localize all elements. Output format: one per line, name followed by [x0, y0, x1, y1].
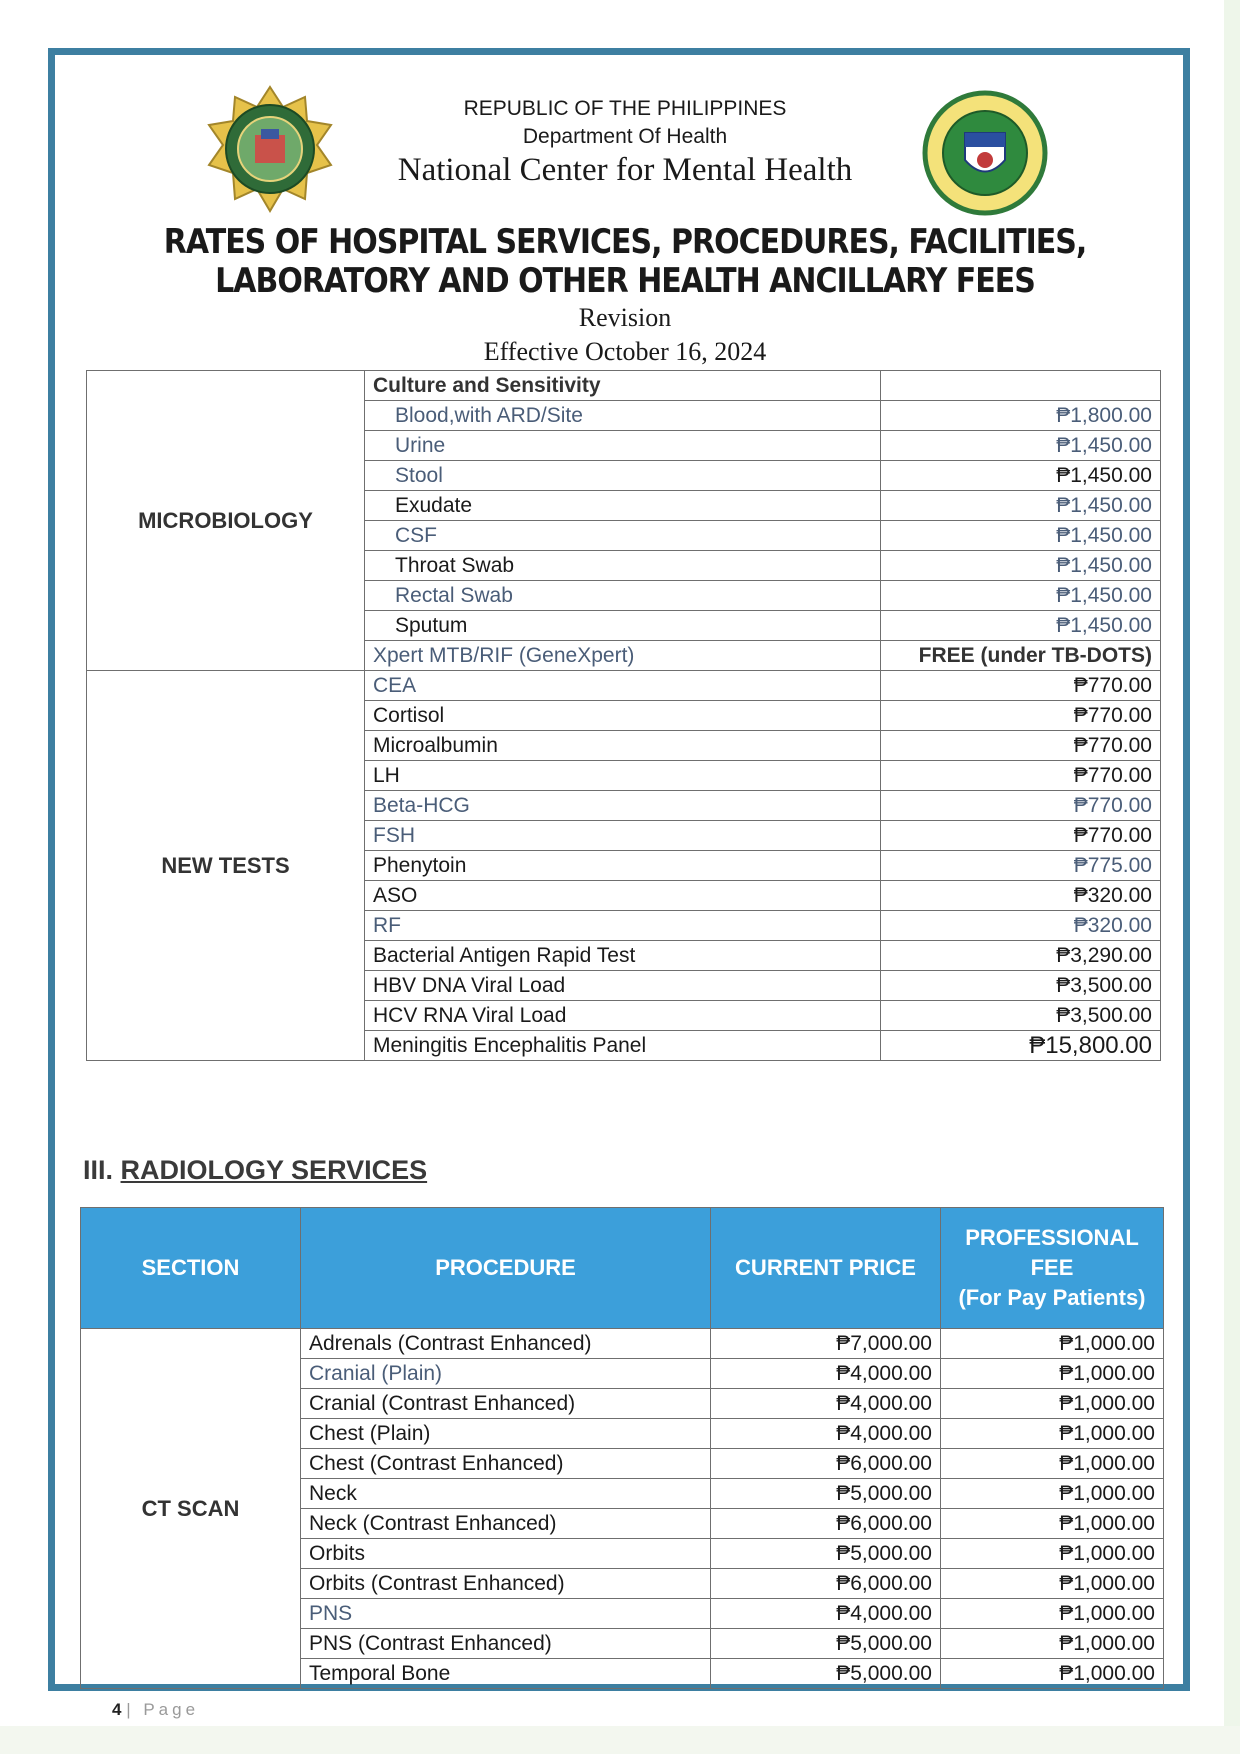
procedure-price: ₱5,000.00 — [711, 1479, 941, 1509]
republic-text: REPUBLIC OF THE PHILIPPINES — [463, 97, 787, 120]
test-name: LH — [365, 761, 881, 791]
heading-text: RADIOLOGY SERVICES — [120, 1155, 428, 1185]
professional-fee: ₱1,000.00 — [941, 1659, 1164, 1689]
test-price: ₱775.00 — [881, 851, 1161, 881]
test-price: FREE (under TB-DOTS) — [881, 641, 1161, 671]
test-price: ₱15,800.00 — [881, 1031, 1161, 1061]
procedure-price: ₱5,000.00 — [711, 1659, 941, 1689]
table-row — [87, 371, 1161, 401]
test-name: Sputum — [365, 611, 881, 641]
procedure-name: Temporal Bone — [301, 1659, 711, 1689]
procedure-price: ₱4,000.00 — [711, 1599, 941, 1629]
test-price: ₱770.00 — [881, 791, 1161, 821]
table-row — [87, 671, 1161, 701]
test-price: ₱1,800.00 — [881, 401, 1161, 431]
test-price: ₱1,450.00 — [881, 491, 1161, 521]
revision-text: Revision — [578, 303, 672, 332]
test-name: Beta-HCG — [365, 791, 881, 821]
page-edge-right — [1224, 0, 1240, 1754]
procedure-price: ₱4,000.00 — [711, 1359, 941, 1389]
test-price: ₱1,450.00 — [881, 461, 1161, 491]
lab-rates-table — [86, 370, 1161, 1061]
professional-fee: ₱1,000.00 — [941, 1479, 1164, 1509]
procedure-name: PNS — [301, 1599, 711, 1629]
professional-fee: ₱1,000.00 — [941, 1629, 1164, 1659]
procedure-price: ₱4,000.00 — [711, 1389, 941, 1419]
test-name: CSF — [365, 521, 881, 551]
procedure-name: PNS (Contrast Enhanced) — [301, 1629, 711, 1659]
procedure-price: ₱5,000.00 — [711, 1539, 941, 1569]
test-name: Exudate — [365, 491, 881, 521]
center-name: National Center for Mental Health — [397, 152, 853, 188]
section-new-tests: NEW TESTS — [87, 671, 365, 1061]
doc-title-line2: LABORATORY AND OTHER HEALTH ANCILLARY FEES — [215, 262, 1035, 302]
procedure-name: Neck — [301, 1479, 711, 1509]
professional-fee: ₱1,000.00 — [941, 1539, 1164, 1569]
page-label: | Page — [126, 1700, 200, 1719]
test-price: ₱3,500.00 — [881, 1001, 1161, 1031]
professional-fee: ₱1,000.00 — [941, 1509, 1164, 1539]
procedure-price: ₱7,000.00 — [711, 1329, 941, 1359]
test-name: Cortisol — [365, 701, 881, 731]
page-number: 4 — [112, 1700, 122, 1719]
test-price: ₱320.00 — [881, 881, 1161, 911]
test-name: Blood,with ARD/Site — [365, 401, 881, 431]
test-name: Stool — [365, 461, 881, 491]
table-row — [81, 1329, 1164, 1359]
test-price: ₱770.00 — [881, 701, 1161, 731]
test-name: Xpert MTB/RIF (GeneXpert) — [365, 641, 881, 671]
table-header-row — [81, 1208, 1164, 1329]
test-price: ₱1,450.00 — [881, 431, 1161, 461]
test-name: Throat Swab — [365, 551, 881, 581]
empty-cell — [881, 371, 1161, 401]
test-name: Urine — [365, 431, 881, 461]
test-name: HCV RNA Viral Load — [365, 1001, 881, 1031]
professional-fee: ₱1,000.00 — [941, 1599, 1164, 1629]
test-name: HBV DNA Viral Load — [365, 971, 881, 1001]
effective-date: Effective October 16, 2024 — [483, 337, 767, 366]
test-name: Bacterial Antigen Rapid Test — [365, 941, 881, 971]
col-header-procedure: PROCEDURE — [301, 1208, 711, 1329]
procedure-name: Cranial (Plain) — [301, 1359, 711, 1389]
test-name: ASO — [365, 881, 881, 911]
doc-title-line1: RATES OF HOSPITAL SERVICES, PROCEDURES, FACILITIES, — [163, 223, 1087, 263]
col-header-professional-fee — [941, 1208, 1164, 1329]
test-price: ₱1,450.00 — [881, 581, 1161, 611]
test-price: ₱770.00 — [881, 821, 1161, 851]
test-price: ₱3,290.00 — [881, 941, 1161, 971]
procedure-price: ₱5,000.00 — [711, 1629, 941, 1659]
procedure-price: ₱6,000.00 — [711, 1509, 941, 1539]
test-price: ₱770.00 — [881, 671, 1161, 701]
professional-fee: ₱1,000.00 — [941, 1419, 1164, 1449]
test-name: Meningitis Encephalitis Panel — [365, 1031, 881, 1061]
col-header-section: SECTION — [81, 1208, 301, 1329]
professional-fee: ₱1,000.00 — [941, 1449, 1164, 1479]
test-name: FSH — [365, 821, 881, 851]
test-price: ₱320.00 — [881, 911, 1161, 941]
procedure-name: Adrenals (Contrast Enhanced) — [301, 1329, 711, 1359]
procedure-price: ₱6,000.00 — [711, 1569, 941, 1599]
page-edge-bottom — [0, 1726, 1240, 1754]
test-name: Phenytoin — [365, 851, 881, 881]
pro-fee-line2: FEE — [1030, 1255, 1074, 1280]
department-text: Department Of Health — [522, 125, 728, 148]
test-price: ₱770.00 — [881, 731, 1161, 761]
procedure-name: Orbits — [301, 1539, 711, 1569]
pro-fee-line3: (For Pay Patients) — [958, 1285, 1146, 1310]
procedure-name: Orbits (Contrast Enhanced) — [301, 1569, 711, 1599]
procedure-name: Chest (Plain) — [301, 1419, 711, 1449]
heading-number: III. — [83, 1155, 114, 1185]
test-name: Rectal Swab — [365, 581, 881, 611]
professional-fee: ₱1,000.00 — [941, 1359, 1164, 1389]
test-price: ₱1,450.00 — [881, 551, 1161, 581]
test-price: ₱770.00 — [881, 761, 1161, 791]
procedure-name: Chest (Contrast Enhanced) — [301, 1449, 711, 1479]
test-price: ₱1,450.00 — [881, 521, 1161, 551]
procedure-price: ₱4,000.00 — [711, 1419, 941, 1449]
test-name: RF — [365, 911, 881, 941]
page-footer — [112, 1700, 199, 1720]
procedure-name: Neck (Contrast Enhanced) — [301, 1509, 711, 1539]
radiology-table — [80, 1207, 1164, 1689]
radiology-heading — [83, 1155, 427, 1186]
test-price: ₱3,500.00 — [881, 971, 1161, 1001]
procedure-price: ₱6,000.00 — [711, 1449, 941, 1479]
group-label: Culture and Sensitivity — [365, 371, 881, 401]
procedure-name: Cranial (Contrast Enhanced) — [301, 1389, 711, 1419]
test-name: Microalbumin — [365, 731, 881, 761]
professional-fee: ₱1,000.00 — [941, 1329, 1164, 1359]
section-ct-scan: CT SCAN — [81, 1329, 301, 1689]
section-microbiology: MICROBIOLOGY — [87, 371, 365, 671]
test-name: CEA — [365, 671, 881, 701]
test-price: ₱1,450.00 — [881, 611, 1161, 641]
professional-fee: ₱1,000.00 — [941, 1569, 1164, 1599]
pro-fee-line1: PROFESSIONAL — [965, 1225, 1139, 1250]
col-header-current-price: CURRENT PRICE — [711, 1208, 941, 1329]
professional-fee: ₱1,000.00 — [941, 1389, 1164, 1419]
